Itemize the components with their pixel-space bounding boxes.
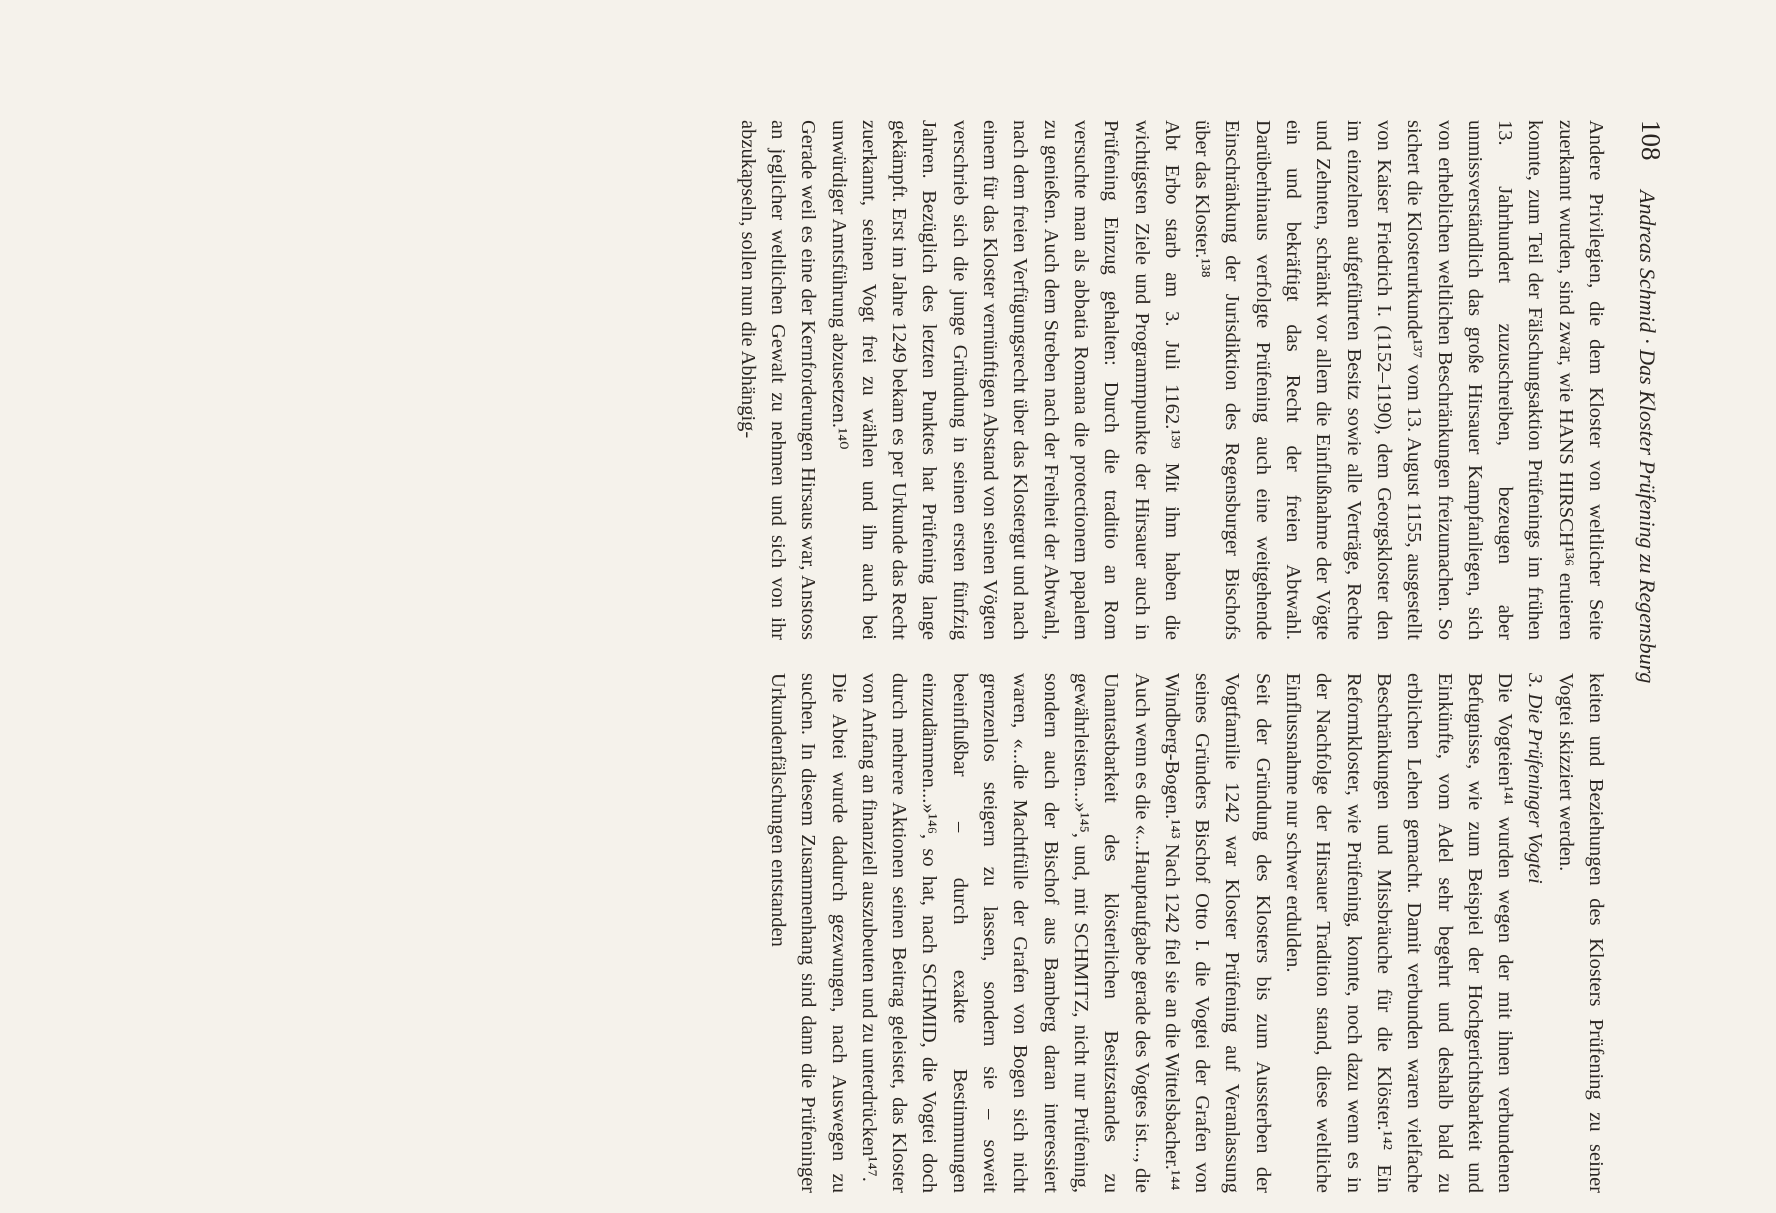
paragraph: Seit der Gründung des Klosters bis zum Aussterben der Vogtfamilie 1242 war Kloster Prüfening auf Veranlassung seines Gründers Bischof Otto I. die Vogtei der Grafen von Windberg-Bogen.¹⁴³ Nach 1242 fiel sie an die Wittelsbacher.¹⁴⁴ xyxy=(1160,673,1274,1193)
text-column-left xyxy=(732,120,1611,640)
page-number: 108 xyxy=(1636,120,1666,161)
paragraph-continuation: keiten und Beziehungen des Klosters Prüfening zu seiner Vogtei skizziert werden. xyxy=(1554,673,1607,1193)
paragraph: Die Abtei wurde dadurch gezwungen, nach Auswegen zu suchen. In diesem Zusammenhang sind dann die Prüfeninger Urkundenfälschungen entstanden xyxy=(766,673,850,1193)
paragraph: Auch wenn es die «...Hauptaufgabe gerade des Vogtes ist..., die Unantastbarkeit des klösterlichen Besitzstandes zu gewährleisten...»¹⁴⁵, und, mit SCHMITZ, nicht nur Prüfening, sondern auch der Bischof aus Bamberg daran interessiert waren, «...die Machtfülle der Grafen von Bogen sich nicht grenzenlos steigern zu lassen, sondern sie – soweit beeinflußbar – durch exakte Bestimmungen einzudämmen...»¹⁴⁶, so hat, nach SCHMID, die Vogtei doch durch mehrere Aktionen seinen Beitrag geleistet, das Kloster von Anfang an finanziell auszubeuten und zu unterdrücken¹⁴⁷. xyxy=(857,673,1153,1193)
running-head: Andreas Schmid · Das Kloster Prüfening zu Regensburg xyxy=(1635,190,1660,684)
text-column-right xyxy=(763,673,1611,1193)
paragraph: Andere Privilegien, die dem Kloster von weltlicher Seite zuerkannt wurden, sind zwar, wie HANS HIRSCH¹³⁶ eruieren konnte, zum Teil der Fälschungsaktion Prüfenings im frühen 13. Jahrhundert zuzuschreiben, bezeugen aber unmissverständlich das große Hirsauer Kampfanliegen, sich von erheblichen weltlichen Beschränkungen freizumachen. So sichert die Klosterurkunde¹³⁷ vom 13. August 1155, ausgestellt von Kaiser Friedrich I. (1152–1190), dem Georgskloster den im einzelnen aufgeführten Besitz sowie alle Verträge, Rechte und Zehnten, schränkt vor allem die Einflußnahme der Vögte ein und bekräftigt das Recht der freien Abtwahl. Darüberhinaus verfolgte Prüfening auch eine weitgehende Einschränkung der Jurisdiktion des Regensburger Bischofs über das Kloster.¹³⁸ xyxy=(1191,120,1607,640)
section-heading: 3. Die Prüfeninger Vogtei xyxy=(1524,673,1547,884)
paragraph: Abt Erbo starb am 3. Juli 1162.¹³⁹ Mit ihm haben die wichtigsten Ziele und Programmpunkte der Hirsauer auch in Prüfening Einzug gehalten: Durch die traditio an Rom versuchte man als abbatia Romana die protectionem papalem zu genießen. Auch dem Streben nach der Freiheit der Abtwahl, nach dem freien Verfügungsrecht über das Klostergut und nach einem für das Kloster vernünftigen Abstand von seinen Vögten verschrieb sich die junge Gründung in seinen ersten fünfzig Jahren. Bezüglich des letzten Punktes hat Prüfening lange gekämpft. Erst im Jahre 1249 bekam es per Urkunde das Recht zuerkannt, seinen Vogt frei zu wählen und ihn auch bei unwürdiger Amtsführung abzusetzen.¹⁴⁰ xyxy=(827,120,1183,640)
paragraph: Die Vogteien¹⁴¹ wurden wegen der mit ihnen verbundenen Befugnisse, wie zum Beispiel der Hochgerichtsbarkeit und Einkünfte, vom Adel sehr begehrt und deshalb bald zu erblichen Lehen gemacht. Damit verbunden waren vielfache Beschränkungen und Missbräuche für die Klöster.¹⁴² Ein Reformkloster, wie Prüfening, konnte, noch dazu wenn es in der Nachfolge der Hirsauer Tradition stand, diese weltliche Einflussnahme nur schwer erdulden. xyxy=(1282,673,1517,1193)
paragraph: Gerade weil es eine der Kernforderungen Hirsaus war, Anstoss an jeglicher weltlichen Gewalt zu nehmen und sich von ihr abzukapseln, sollen nun die Abhängig- xyxy=(736,120,820,640)
